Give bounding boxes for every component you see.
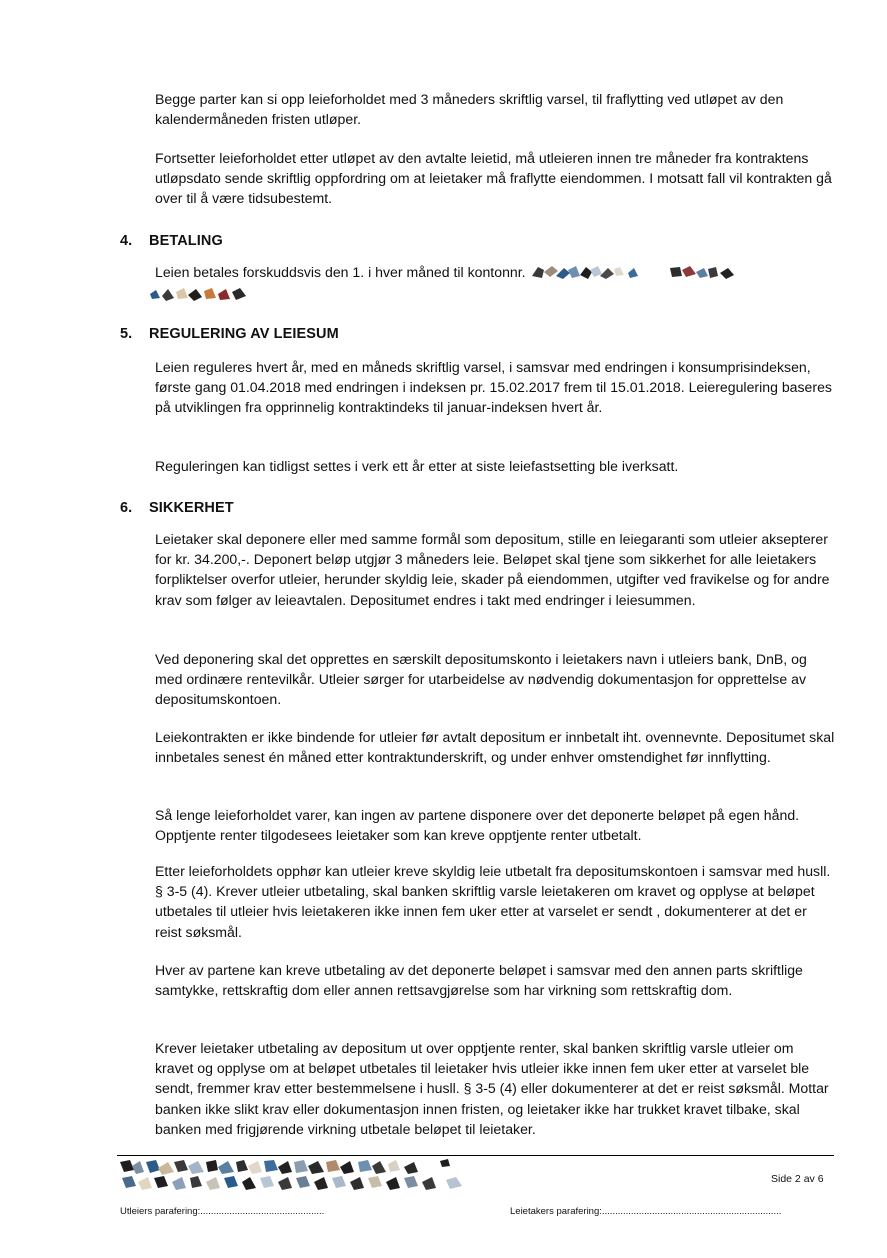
landlord-initials-line: Utleiers parafering:............................................... xyxy=(120,1206,325,1217)
paragraph-term-expiry: Fortsetter leieforholdet etter utløpet av den avtalte leietid, må utleieren innen tre måneder fra kontraktens utløpsdato sende skriftlig oppfordring om at leietaker må fraflytte eiendommen. I motsatt fall vil kontrakten gå over til å være tidsubestemt. xyxy=(155,150,832,207)
redacted-account-number xyxy=(530,264,736,280)
redacted-account-number-continued xyxy=(148,286,248,302)
paragraph-payment: Leien betales forskuddsvis den 1. i hver måned til kontonnr. xyxy=(155,262,835,282)
paragraph-landlord-claim: Etter leieforholdets opphør kan utleier kreve skyldig leie utbetalt fra depositumskontoen i samsvar med husll. § 3-5 (4). Krever utleier utbetaling, skal banken skriftlig varsle leietakeren om kravet og opplyse at beløpet utbetales til utleier hvis leietakeren ikke innen fem uker etter at varselet er sendt , dokumenterer at det er reist søksmål. xyxy=(155,863,831,940)
section-heading-6: 6. SIKKERHET xyxy=(120,500,234,516)
redacted-footer-logo xyxy=(118,1158,468,1192)
paragraph-notice: Begge parter kan si opp leieforholdet med 3 måneders skriftlig varsel, til fraflytting ved utløpet av den kalendermåneden fristen utløper. xyxy=(155,91,784,128)
footer-divider xyxy=(117,1155,834,1156)
paragraph-regulation-timing: Reguleringen kan tidligst settes i verk ett år etter at siste leiefastsetting ble iverksatt. xyxy=(155,458,679,474)
page-number: Side 2 av 6 xyxy=(771,1173,824,1185)
paragraph-deposit-account: Ved deponering skal det opprettes en særskilt depositumskonto i leietakers navn i utleiers bank, DnB, og med ordinære rentevilkår. Utleier sørger for utarbeidelse av nødvendig dokumentasjon for opprettelse av depositumskontoen. xyxy=(155,651,807,708)
paragraph-tenant-claim: Krever leietaker utbetaling av depositum ut over opptjente renter, skal banken skriftlig varsle utleier om kravet og opplyse om at beløpet utbetales til leietaker hvis utleier ikke innen fem uker etter at varselet ble sendt, fremmer krav etter bestemmelsene i husll. § 3-5 (4) eller dokumenterer at det er reist søksmål. Mottar banken ikke slikt krav eller dokumentasjon innen fristen, og leietaker ikke har trukket kravet tilbake, skal banken med frigjørende virkning utbetale beløpet til leietaker. xyxy=(155,1040,829,1137)
section-heading-5: 5. REGULERING AV LEIESUM xyxy=(120,326,339,342)
paragraph-binding: Leiekontrakten er ikke bindende for utleier før avtalt depositum er innbetalt iht. ovennevnte. Depositumet skal innbetales senest én måned etter kontraktunderskrift, og under enhver omstendighet før innflytting. xyxy=(155,729,835,766)
paragraph-deposit: Leietaker skal deponere eller med samme formål som depositum, stille en leiegaranti som utleier aksepterer for kr. 34.200,-. Deponert beløp utgjør 3 måneders leie. Beløpet skal tjene som sikkerhet for alle leietakers forpliktelser overfor utleier, herunder skyldig leie, skader på eiendommen, utgifter ved fravikelse og for andre krav som følger av leieavtalen. Depositumet endres i takt med endringer i leiesummen. xyxy=(155,531,830,608)
paragraph-regulation: Leien reguleres hvert år, med en måneds skriftlig varsel, i samsvar med endringen i konsumprisindeksen, første gang 01.04.2018 med endringen i indeksen pr. 15.02.2017 frem til 15.01.2018. Leieregulering baseres på utviklingen fra opprinnelig kontraktindeks til januar-indeksen hvert år. xyxy=(155,359,832,416)
paragraph-consent: Hver av partene kan kreve utbetaling av det deponerte beløpet i samsvar med den annen parts skriftlige samtykke, rettskraftig dom eller annen rettsavgjørelse som har virkning som rettskraftig dom. xyxy=(155,962,803,999)
tenant-initials-line: Leietakers parafering:.................................................................... xyxy=(510,1206,782,1217)
section-heading-4: 4. BETALING xyxy=(120,233,223,249)
paragraph-disposal: Så lenge leieforholdet varer, kan ingen av partene disponere over det deponerte beløpet på egen hånd. Opptjente renter tilgodesees leietaker som kan kreve opptjente renter utbetalt. xyxy=(155,807,800,844)
